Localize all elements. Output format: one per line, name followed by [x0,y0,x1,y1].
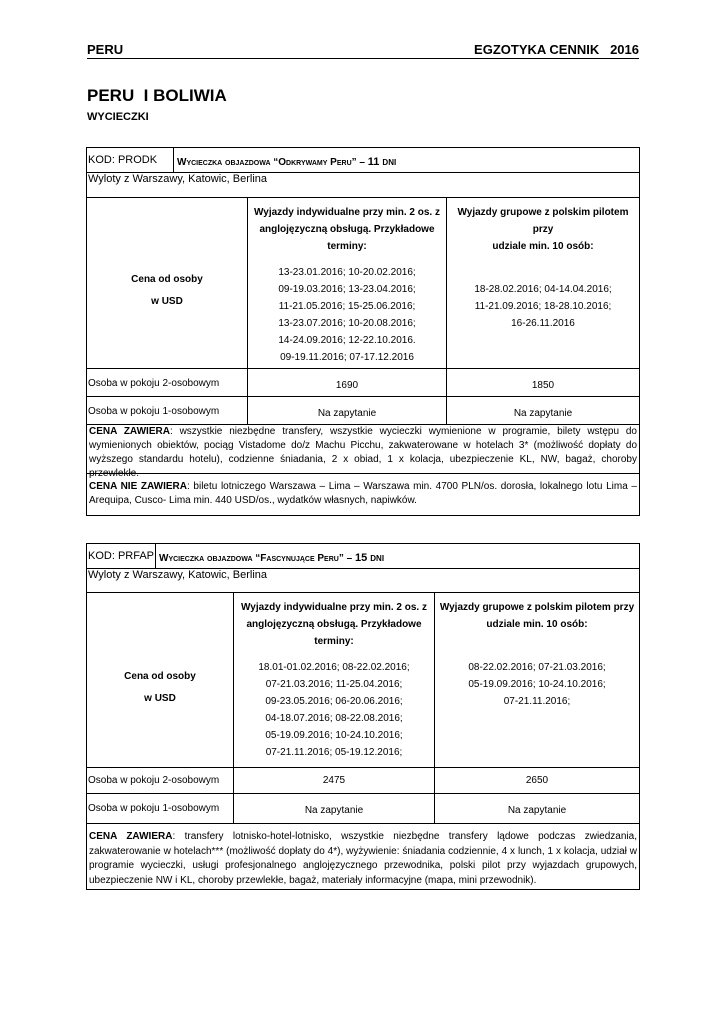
room2-ind-price: 2475 [234,768,435,793]
excludes-label: CENA NIE ZAWIERA [89,481,187,492]
departures-row [87,569,639,593]
ind-date: 09-19.03.2016; 13-23.04.2016; [278,284,416,295]
individual-column [234,593,435,767]
price-label [87,198,248,368]
room1-label: Osoba w pokoju 1-osobowym [87,794,234,823]
room2-grp-price: 2650 [525,775,549,786]
departures: Wyloty z Warszawy, Katowic, Berlina [88,173,267,185]
tour-table-2 [86,543,640,890]
grp-header-2: udziale min. 10 osób: [492,241,594,252]
price-label-line1: Cena od osoby [131,274,203,285]
excludes-text: : biletu lotniczego Warszawa – Lima – Warszawa min. 4700 PLN/os. dorosła, lokalnego lotu Lima – Arequipa, Cusco- Lima min. 440 USD/os., wydatków własnych, napiwków. [89,481,637,506]
tour-days: 15 dni [354,552,385,564]
tour-title-row [87,544,639,569]
grp-date: 07-21.11.2016; [503,696,571,707]
tour-name [156,544,639,568]
includes-label: CENA ZAWIERA [89,426,170,437]
individual-column [248,198,447,368]
room1-grp-price: Na zapytanie [513,408,573,419]
grp-date: 11-21.09.2016; 18-28.10.2016; [474,301,612,312]
page-header [87,42,639,59]
group-column [435,593,639,767]
price-header-row [87,198,639,369]
page-title: PERU I BOLIWIA [87,86,227,105]
ind-date: 13-23.07.2016; 10-20.08.2016; [278,318,416,329]
ind-date: 09-23.05.2016; 06-20.06.2016; [265,696,403,707]
grp-date: 08-22.02.2016; 07-21.03.2016; [468,662,606,673]
includes-text: : wszystkie niezbędne transfery, wszystkie wycieczki wymienione w programie, bilety wstępu do wymienionych obiektów, pociąg Vistadome do/z Machu Picchu, zakwaterowane w hotelach 3* (możliwość dopłaty do wyższego standardu hotelu), codzienne śniadania, 2 x obiad, 1 x kolacja, ubezpieczenie KL, NW, bagaż, choroby przewlekłe. [89,426,637,479]
page-subtitle: WYCIECZKI [87,111,149,123]
group-column [447,198,639,368]
price-label-line2: w USD [144,693,176,704]
ind-date: 18.01-01.02.2016; 08-22.02.2016; [258,662,410,673]
room1-ind-price: Na zapytanie [234,794,435,823]
ind-date: 07-21.03.2016; 11-25.04.2016; [265,679,403,690]
includes-note [87,425,639,479]
price-label [87,593,234,767]
ind-header-3: terminy: [327,241,367,252]
tour-days: 11 dni [367,156,397,168]
room2-label: Osoba w pokoju 2-osobowym [87,768,234,793]
includes-text: : transfery lotnisko-hotel-lotnisko, wszystkie niezbędne transfery lądowe podczas zwiedzania, zakwaterowanie w hotelach*** (możliwość dopłaty do 4*), wyżywienie: śniadania codziennie, 4 x lunch, 1 x kolacja, udział w programie wycieczki, usługi profesjonalnego anglojęzycznego przewodnika, polski pilot przy wyjazdach grupowych, ubezpieczenie NW i KL, choroby przewlekłe, bagaż, materiały informacyjne (mapa, mini przewodnik). [89,831,637,886]
room1-ind-price: Na zapytanie [248,397,447,424]
includes-row [87,425,639,479]
tour-code: KOD: PRFAP [87,544,156,568]
includes-note [87,824,639,889]
ind-date: 05-19.09.2016; 10-24.10.2016; [265,730,403,741]
ind-date: 11-21.05.2016; 15-25.06.2016; [278,301,416,312]
header-left: PERU [87,42,124,57]
ind-date: 13-23.01.2016; 10-20.02.2016; [278,267,416,278]
tour-code: KOD: PRODK [87,148,174,172]
grp-header-1: Wyjazdy grupowe z polskim pilotem przy [457,207,629,235]
room2-ind-price: 1690 [248,369,447,396]
grp-date: 16-26.11.2016 [511,318,575,329]
tour-table-1 [86,147,640,516]
price-header-row [87,593,639,768]
room2-row [87,369,639,397]
ind-date: 04-18.07.2016; 08-22.08.2016; [265,713,403,724]
room1-row [87,794,639,824]
ind-header-1: Wyjazdy indywidualne przy min. 2 os. z [254,207,440,218]
grp-header-1: Wyjazdy grupowe z polskim pilotem przy [439,602,635,613]
price-label-line1: Cena od osoby [124,671,196,682]
room2-grp-price: 1850 [531,380,555,391]
price-label-line2: w USD [151,296,183,307]
excludes-row [87,474,639,515]
tour-name-main: Wycieczka objazdowa “Odkrywamy Peru” – [177,157,368,168]
room2-row [87,768,639,794]
ind-date: 14-24.09.2016; 12-22.10.2016. [278,335,416,346]
departures: Wyloty z Warszawy, Katowic, Berlina [88,569,267,581]
ind-header-2: anglojęzyczną obsługą. Przykładowe [259,224,435,235]
excludes-note [87,474,639,515]
ind-header-1: Wyjazdy indywidualne przy min. 2 os. z [241,602,427,613]
ind-header-3: terminy: [314,636,354,647]
grp-date: 05-19.09.2016; 10-24.10.2016; [468,679,606,690]
room1-row [87,397,639,425]
ind-date: 09-19.11.2016; 07-17.12.2016 [280,352,414,363]
header-right: EGZOTYKA CENNIK 2016 [474,42,639,57]
includes-label: CENA ZAWIERA [89,831,173,842]
tour-name [174,148,639,172]
room1-label: Osoba w pokoju 1-osobowym [87,397,248,424]
tour-title-row [87,148,639,173]
ind-date: 07-21.11.2016; 05-19.12.2016; [265,747,403,758]
tour-name-main: Wycieczka objazdowa “Fascynujące Peru” – [159,553,355,564]
grp-header-2: udziale min. 10 osób: [486,619,588,630]
room1-grp-price: Na zapytanie [507,805,567,816]
includes-row [87,824,639,889]
grp-date: 18-28.02.2016; 04-14.04.2016; [474,284,612,295]
departures-row [87,173,639,198]
ind-header-2: anglojęzyczną obsługą. Przykładowe [246,619,422,630]
room2-label: Osoba w pokoju 2-osobowym [87,369,248,396]
